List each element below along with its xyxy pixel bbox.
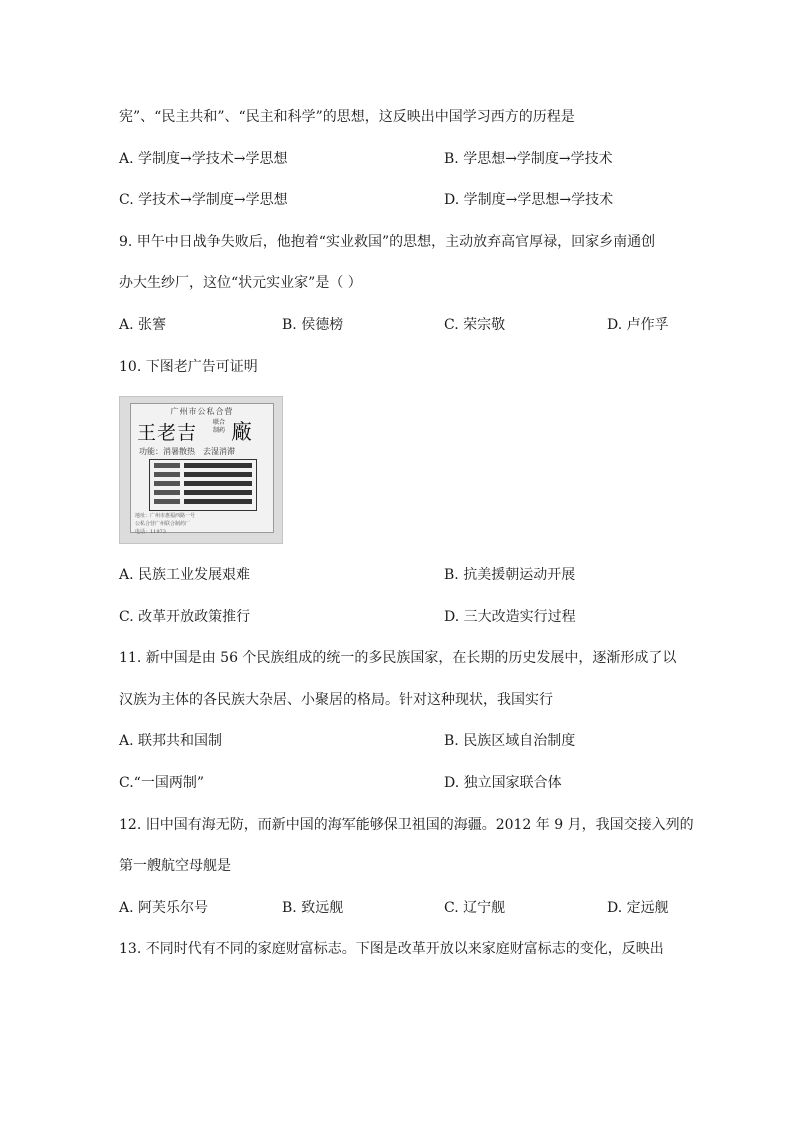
question-12-stem-line-1: 12. 旧中国有海无防，而新中国的海军能够保卫祖国的海疆。2012 年 9 月，我国交接入列的 [119,817,694,833]
ad-factory: 廠 [231,420,252,444]
q9-option-c: C. 荣宗敬 [444,317,506,333]
q12-option-a: A. 阿芙乐尔号 [119,900,209,916]
question-11-stem-line-2: 汉族为主体的各民族大杂居、小聚居的格局。针对这种现状，我国实行 [119,692,553,708]
q10-option-b: B. 抗美援朝运动开展 [444,567,576,583]
question-12-stem-line-2: 第一艘航空母舰是 [119,858,231,874]
q9-option-b: B. 侯德榜 [282,317,344,333]
question-9-stem-line-2: 办大生纱厂，这位“状元实业家”是（ ） [119,275,362,291]
q12-option-d: D. 定远舰 [607,900,669,916]
ad-header: 广州市公私合营 [170,407,234,416]
q10-option-d: D. 三大改造实行过程 [444,609,576,625]
q9-option-a: A. 张謇 [119,317,167,333]
old-advertisement-image [119,396,283,544]
question-13-stem-line-1: 13. 不同时代有不同的家庭财富标志。下图是改革开放以来家庭财富标志的变化，反映出 [119,941,664,957]
q11-option-c: C.“一国两制” [119,775,204,791]
q8-option-d: D. 学制度→学思想→学技术 [444,192,614,208]
ad-footer-phone: 电话：11973 [135,529,166,535]
q11-option-a: A. 联邦共和国制 [119,733,223,749]
q8-option-c: C. 学技术→学制度→学思想 [119,192,288,208]
q8-option-b: B. 学思想→学制度→学技术 [444,151,613,167]
ad-usage: 功能：消暑散热 去湿消滞 [139,447,235,456]
q12-option-c: C. 辽宁舰 [444,900,506,916]
ad-product-list [149,459,257,511]
q11-option-b: B. 民族区域自治制度 [444,733,576,749]
q8-option-a: A. 学制度→学技术→学思想 [119,151,288,167]
ad-footer-company: 公私合营广州联合制药厂 [135,521,191,527]
q11-option-d: D. 独立国家联合体 [444,775,562,791]
ad-brand: 王老吉 [137,422,198,444]
q12-option-b: B. 致远舰 [282,900,344,916]
question-8-stem: 宪”、“民主共和”、“民主和科学”的思想，这反映出中国学习西方的历程是 [119,109,575,125]
question-9-stem-line-1: 9. 甲午中日战争失败后，他抱着“实业救国”的思想，主动放弃高官厚禄，回家乡南通创 [119,234,656,250]
question-10-stem: 10. 下图老广告可证明 [119,359,258,375]
ad-subtitle: 联合制药 [213,419,226,434]
question-11-stem-line-1: 11. 新中国是由 56 个民族组成的统一的多民族国家，在长期的历史发展中，逐渐形成了以 [119,650,677,666]
q10-option-c: C. 改革开放政策推行 [119,609,251,625]
q10-option-a: A. 民族工业发展艰难 [119,567,251,583]
ad-footer-address: 地址：广州市惠福西路一号 [135,513,196,519]
q9-option-d: D. 卢作孚 [607,317,669,333]
